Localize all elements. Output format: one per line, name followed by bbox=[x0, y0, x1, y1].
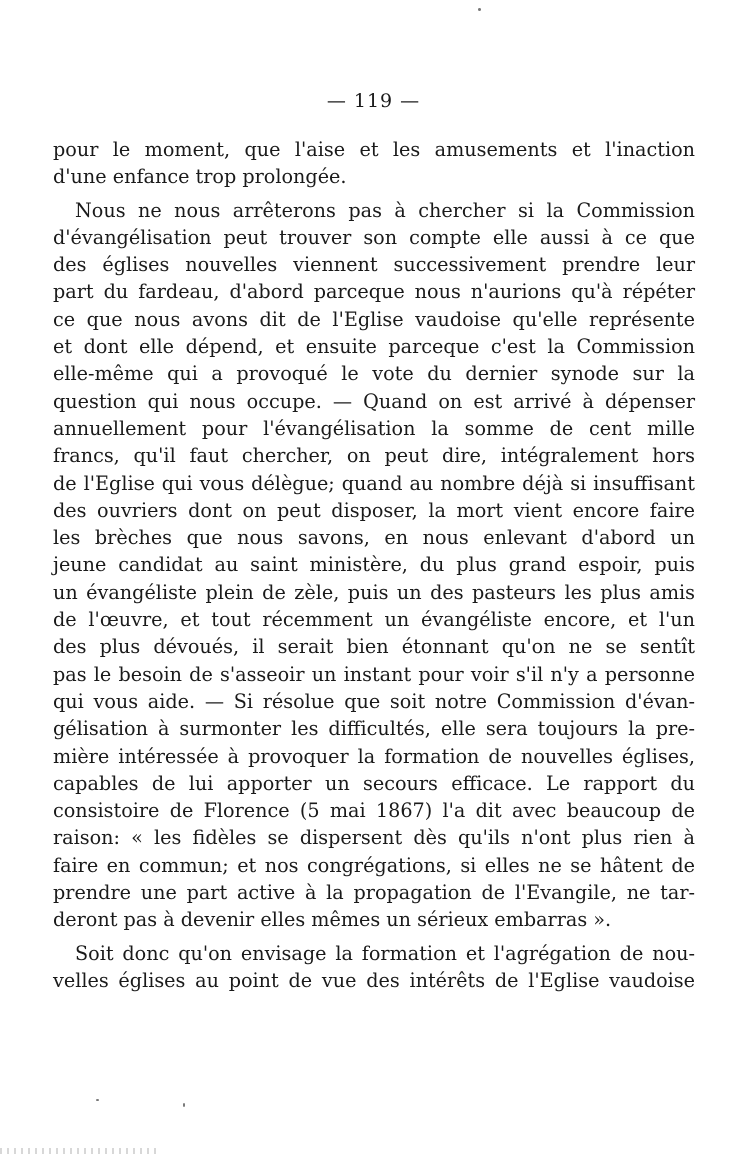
text-line: un évangéliste plein de zèle, puis un des pasteurs les plus amis bbox=[53, 580, 695, 604]
text-line: raison: « les fidèles se dispersent dès qu'ils n'ont plus rien à bbox=[53, 826, 695, 850]
text-line: elle-même qui a provoqué le vote du dernier synode sur la bbox=[53, 362, 695, 386]
text-line: des églises nouvelles viennent successivement prendre leur bbox=[53, 253, 695, 277]
text-line: Nous ne nous arrêterons pas à chercher si la Commission bbox=[75, 198, 695, 222]
paragraph-1 bbox=[53, 136, 695, 191]
scan-edge-noise bbox=[0, 1148, 160, 1154]
text-line: des plus dévoués, il serait bien étonnant qu'on ne se sentît bbox=[53, 635, 695, 659]
body-text bbox=[53, 136, 695, 994]
text-line: francs, qu'il faut chercher, on peut dire, intégralement hors bbox=[53, 444, 695, 468]
text-line: faire en commun; et nos congrégations, si elles ne se hâtent de bbox=[53, 853, 695, 877]
text-line: ce que nous avons dit de l'Eglise vaudoise qu'elle représente bbox=[53, 307, 695, 331]
text-line: capables de lui apporter un secours efficace. Le rapport du bbox=[53, 771, 695, 795]
text-line: pour le moment, que l'aise et les amusements et l'inaction bbox=[53, 138, 695, 161]
text-line: prendre une part active à la propagation de l'Evangile, ne tar- bbox=[53, 881, 695, 905]
text-line: gélisation à surmonter les difficultés, elle sera toujours la pre- bbox=[53, 717, 695, 741]
scan-speck bbox=[96, 1099, 99, 1101]
text-line: deront pas à devenir elles mêmes un sérieux embarras ». bbox=[53, 908, 612, 932]
text-line: part du fardeau, d'abord parceque nous n'aurions qu'à répéter bbox=[53, 280, 695, 304]
text-line: jeune candidat au saint ministère, du plus grand espoir, puis bbox=[53, 553, 695, 577]
text-line: les brèches que nous savons, en nous enlevant d'abord un bbox=[53, 526, 695, 550]
text-line: velles églises au point de vue des intérêts de l'Eglise vaudoise bbox=[53, 968, 695, 992]
text-line: pas le besoin de s'asseoir un instant pour voir s'il n'y a personne bbox=[53, 662, 695, 686]
text-line: question qui nous occupe. — Quand on est arrivé à dépenser bbox=[53, 389, 695, 413]
text-line: d'une enfance trop prolongée. bbox=[53, 165, 347, 189]
text-line: de l'œuvre, et tout récemment un évangéliste encore, et l'un bbox=[53, 608, 695, 632]
text-line: annuellement pour l'évangélisation la somme de cent mille bbox=[53, 416, 695, 440]
scan-speck bbox=[478, 8, 481, 11]
text-line: de l'Eglise qui vous délègue; quand au nombre déjà si insuffisant bbox=[53, 471, 695, 495]
text-line: consistoire de Florence (5 mai 1867) l'a dit avec beaucoup de bbox=[53, 799, 695, 823]
text-line: qui vous aide. — Si résolue que soit notre Commission d'évan- bbox=[53, 689, 695, 713]
text-line: des ouvriers dont on peut disposer, la mort vient encore faire bbox=[53, 498, 695, 522]
paragraph-3 bbox=[53, 940, 695, 995]
text-line: Soit donc qu'on envisage la formation et l'agrégation de nou- bbox=[75, 941, 695, 965]
paragraph-2 bbox=[53, 197, 695, 934]
text-line: mière intéressée à provoquer la formation de nouvelles églises, bbox=[53, 744, 695, 768]
scan-speck bbox=[183, 1103, 185, 1107]
text-line: d'évangélisation peut trouver son compte elle aussi à ce que bbox=[53, 225, 695, 249]
page-number: — 119 — bbox=[326, 90, 421, 112]
text-line: et dont elle dépend, et ensuite parceque c'est la Commission bbox=[53, 335, 695, 359]
